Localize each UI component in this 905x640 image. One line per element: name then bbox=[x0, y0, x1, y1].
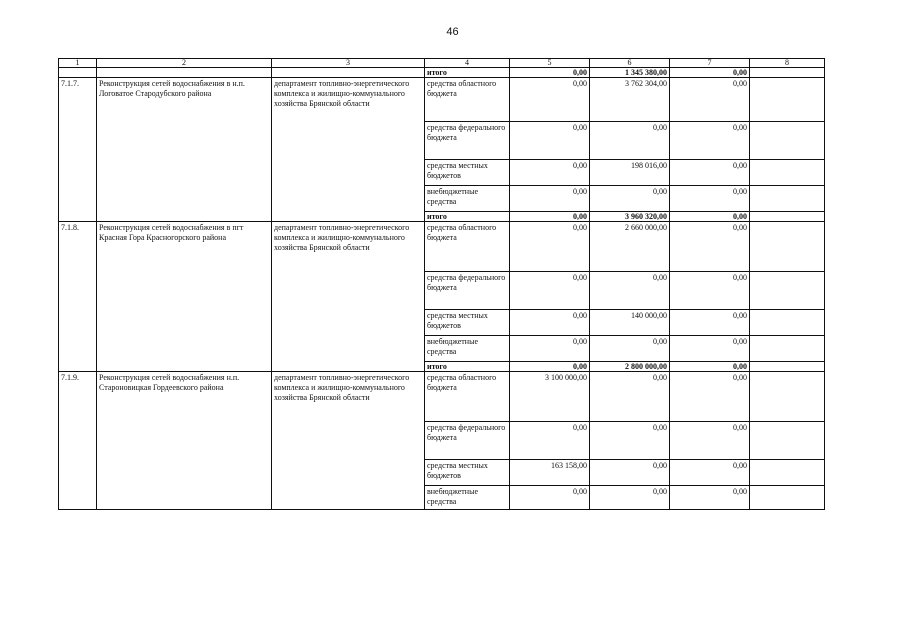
value-cell: 0,00 bbox=[590, 122, 670, 160]
empty-cell bbox=[750, 212, 825, 222]
total-label: итого bbox=[425, 68, 510, 78]
value-cell: 0,00 bbox=[670, 122, 750, 160]
value-cell: 198 016,00 bbox=[590, 160, 670, 186]
value-cell: 0,00 bbox=[670, 460, 750, 486]
empty-cell bbox=[750, 486, 825, 510]
total-label: итого bbox=[425, 212, 510, 222]
table-row bbox=[59, 372, 825, 422]
value-cell: 0,00 bbox=[590, 336, 670, 362]
project-name: Реконструкция сетей водоснабжения в пгт Красная Гора Красногорского района bbox=[97, 222, 272, 372]
value-cell: 0,00 bbox=[670, 212, 750, 222]
page-number: 46 bbox=[446, 26, 459, 38]
funding-source: внебюджетные средства bbox=[425, 336, 510, 362]
value-cell: 0,00 bbox=[670, 372, 750, 422]
value-cell: 2 800 000,00 bbox=[590, 362, 670, 372]
value-cell: 0,00 bbox=[510, 486, 590, 510]
project-number: 7.1.9. bbox=[59, 372, 97, 510]
value-cell: 0,00 bbox=[590, 460, 670, 486]
column-header: 3 bbox=[272, 59, 425, 68]
value-cell: 0,00 bbox=[510, 422, 590, 460]
empty-cell bbox=[750, 310, 825, 336]
value-cell: 0,00 bbox=[670, 222, 750, 272]
funding-source: внебюджетные средства bbox=[425, 486, 510, 510]
empty-cell bbox=[750, 460, 825, 486]
funding-source: средства областного бюджета bbox=[425, 372, 510, 422]
value-cell: 0,00 bbox=[670, 160, 750, 186]
value-cell: 0,00 bbox=[510, 272, 590, 310]
project-executor: департамент топливно-энергетического комплекса и жилищно-коммунального хозяйства Брянской области bbox=[272, 372, 425, 510]
value-cell: 0,00 bbox=[670, 68, 750, 78]
total-label: итого bbox=[425, 362, 510, 372]
value-cell: 0,00 bbox=[510, 68, 590, 78]
empty-cell bbox=[750, 272, 825, 310]
funding-source: средства федерального бюджета bbox=[425, 272, 510, 310]
value-cell: 0,00 bbox=[510, 160, 590, 186]
value-cell: 0,00 bbox=[510, 186, 590, 212]
value-cell: 3 762 304,00 bbox=[590, 78, 670, 122]
empty-cell bbox=[750, 336, 825, 362]
project-number: 7.1.7. bbox=[59, 78, 97, 222]
value-cell: 0,00 bbox=[670, 186, 750, 212]
project-name: Реконструкция сетей водоснабжения н.п. Староновицкая Гордеевского района bbox=[97, 372, 272, 510]
funding-source: средства федерального бюджета bbox=[425, 122, 510, 160]
funding-source: внебюджетные средства bbox=[425, 186, 510, 212]
column-header: 5 bbox=[510, 59, 590, 68]
value-cell: 0,00 bbox=[510, 310, 590, 336]
empty-cell bbox=[750, 372, 825, 422]
empty-cell bbox=[750, 68, 825, 78]
value-cell: 0,00 bbox=[510, 212, 590, 222]
budget-table bbox=[58, 58, 825, 510]
funding-source: средства местных бюджетов bbox=[425, 160, 510, 186]
empty-cell bbox=[750, 362, 825, 372]
value-cell: 0,00 bbox=[510, 362, 590, 372]
empty-cell bbox=[272, 68, 425, 78]
value-cell: 163 158,00 bbox=[510, 460, 590, 486]
funding-source: средства федерального бюджета bbox=[425, 422, 510, 460]
table-row bbox=[59, 222, 825, 272]
column-header: 4 bbox=[425, 59, 510, 68]
funding-source: средства местных бюджетов bbox=[425, 310, 510, 336]
value-cell: 0,00 bbox=[590, 486, 670, 510]
column-header: 6 bbox=[590, 59, 670, 68]
value-cell: 0,00 bbox=[670, 78, 750, 122]
empty-cell bbox=[750, 78, 825, 122]
value-cell: 0,00 bbox=[590, 272, 670, 310]
empty-cell bbox=[59, 68, 97, 78]
funding-source: средства местных бюджетов bbox=[425, 460, 510, 486]
value-cell: 0,00 bbox=[670, 486, 750, 510]
funding-source: средства областного бюджета bbox=[425, 222, 510, 272]
project-executor: департамент топливно-энергетического комплекса и жилищно-коммунального хозяйства Брянской области bbox=[272, 222, 425, 372]
value-cell: 3 960 320,00 bbox=[590, 212, 670, 222]
empty-cell bbox=[97, 68, 272, 78]
empty-cell bbox=[750, 160, 825, 186]
column-header: 1 bbox=[59, 59, 97, 68]
value-cell: 0,00 bbox=[590, 186, 670, 212]
value-cell: 0,00 bbox=[510, 222, 590, 272]
value-cell: 0,00 bbox=[510, 78, 590, 122]
project-number: 7.1.8. bbox=[59, 222, 97, 372]
column-header: 7 bbox=[670, 59, 750, 68]
table-header-row bbox=[59, 59, 825, 68]
value-cell: 0,00 bbox=[670, 336, 750, 362]
value-cell: 1 345 380,00 bbox=[590, 68, 670, 78]
value-cell: 0,00 bbox=[590, 422, 670, 460]
column-header: 8 bbox=[750, 59, 825, 68]
value-cell: 140 000,00 bbox=[590, 310, 670, 336]
value-cell: 2 660 000,00 bbox=[590, 222, 670, 272]
empty-cell bbox=[750, 122, 825, 160]
funding-source: средства областного бюджета bbox=[425, 78, 510, 122]
empty-cell bbox=[750, 186, 825, 212]
project-executor: департамент топливно-энергетического комплекса и жилищно-коммунального хозяйства Брянской области bbox=[272, 78, 425, 222]
empty-cell bbox=[750, 222, 825, 272]
value-cell: 0,00 bbox=[670, 422, 750, 460]
value-cell: 0,00 bbox=[510, 336, 590, 362]
column-header: 2 bbox=[97, 59, 272, 68]
value-cell: 3 100 000,00 bbox=[510, 372, 590, 422]
value-cell: 0,00 bbox=[510, 122, 590, 160]
value-cell: 0,00 bbox=[670, 310, 750, 336]
value-cell: 0,00 bbox=[590, 372, 670, 422]
table-row bbox=[59, 78, 825, 122]
total-row bbox=[59, 68, 825, 78]
value-cell: 0,00 bbox=[670, 272, 750, 310]
empty-cell bbox=[750, 422, 825, 460]
project-name: Реконструкция сетей водоснабжения в н.п. Логоватое Стародубского района bbox=[97, 78, 272, 222]
value-cell: 0,00 bbox=[670, 362, 750, 372]
